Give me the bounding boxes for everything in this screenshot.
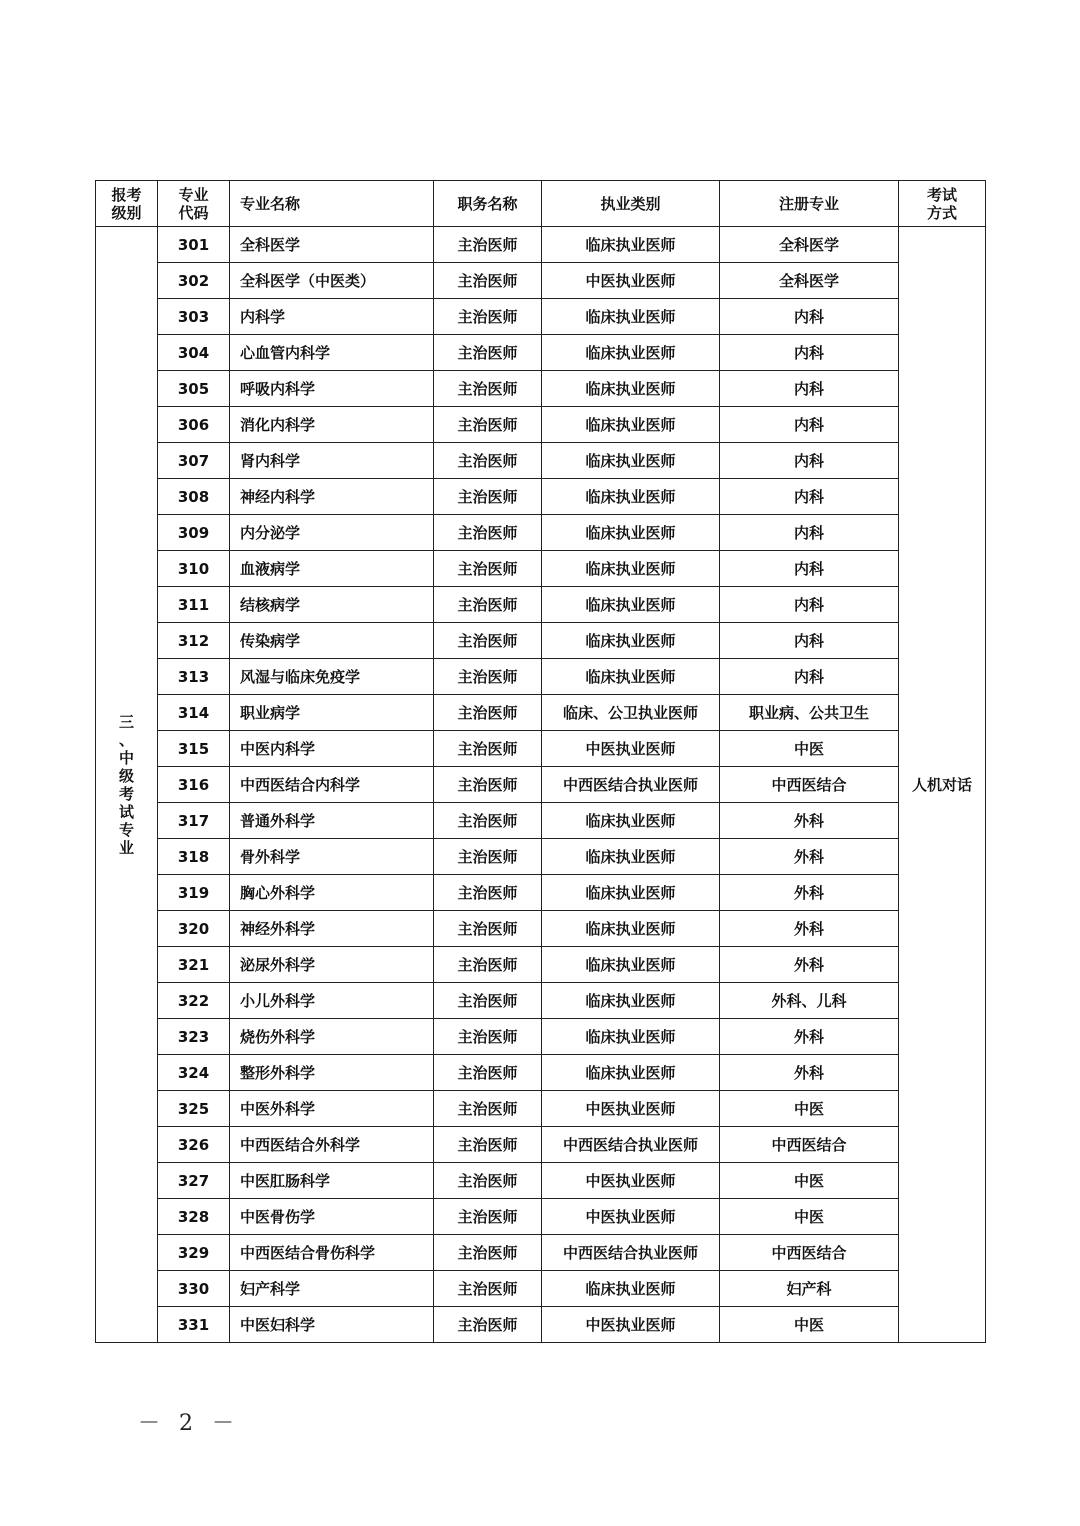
specialty-code: 326 xyxy=(158,1127,230,1163)
specialty-name: 风湿与临床免疫学 xyxy=(230,659,434,695)
registered-specialty: 内科 xyxy=(720,371,899,407)
specialty-name: 中医肛肠科学 xyxy=(230,1163,434,1199)
practice-category: 临床执业医师 xyxy=(542,227,720,263)
specialty-code: 321 xyxy=(158,947,230,983)
practice-category: 临床执业医师 xyxy=(542,551,720,587)
table-row xyxy=(96,515,986,551)
job-title: 主治医师 xyxy=(434,875,542,911)
job-title: 主治医师 xyxy=(434,911,542,947)
specialty-name: 骨外科学 xyxy=(230,839,434,875)
job-title: 主治医师 xyxy=(434,1307,542,1343)
registered-specialty: 全科医学 xyxy=(720,227,899,263)
registered-specialty: 外科 xyxy=(720,839,899,875)
specialty-name: 结核病学 xyxy=(230,587,434,623)
exam-level-char: 三 xyxy=(118,712,134,731)
registered-specialty: 内科 xyxy=(720,623,899,659)
header-title: 职务名称 xyxy=(434,181,542,227)
table-row xyxy=(96,731,986,767)
header-method: 考试 方式 xyxy=(899,181,986,227)
practice-category: 中医执业医师 xyxy=(542,1091,720,1127)
specialty-name: 血液病学 xyxy=(230,551,434,587)
registered-specialty: 外科 xyxy=(720,1055,899,1091)
specialty-code: 328 xyxy=(158,1199,230,1235)
job-title: 主治医师 xyxy=(434,731,542,767)
job-title: 主治医师 xyxy=(434,1271,542,1307)
table-row xyxy=(96,1091,986,1127)
specialty-name: 中医内科学 xyxy=(230,731,434,767)
table-row xyxy=(96,947,986,983)
specialty-name: 内科学 xyxy=(230,299,434,335)
job-title: 主治医师 xyxy=(434,623,542,659)
registered-specialty: 中医 xyxy=(720,731,899,767)
specialty-name: 传染病学 xyxy=(230,623,434,659)
specialty-name: 呼吸内科学 xyxy=(230,371,434,407)
practice-category: 中医执业医师 xyxy=(542,1307,720,1343)
specialty-code: 330 xyxy=(158,1271,230,1307)
table-row xyxy=(96,1235,986,1271)
registered-specialty: 中医 xyxy=(720,1091,899,1127)
table-row xyxy=(96,335,986,371)
specialty-name: 整形外科学 xyxy=(230,1055,434,1091)
table-row xyxy=(96,443,986,479)
specialty-name: 全科医学 xyxy=(230,227,434,263)
table-row xyxy=(96,479,986,515)
specialty-code: 304 xyxy=(158,335,230,371)
registered-specialty: 内科 xyxy=(720,551,899,587)
job-title: 主治医师 xyxy=(434,1055,542,1091)
table-row xyxy=(96,623,986,659)
table-row xyxy=(96,1163,986,1199)
exam-level-char: 试 xyxy=(118,802,134,821)
table-row xyxy=(96,911,986,947)
specialty-name: 中医妇科学 xyxy=(230,1307,434,1343)
job-title: 主治医师 xyxy=(434,587,542,623)
specialty-name: 职业病学 xyxy=(230,695,434,731)
registered-specialty: 全科医学 xyxy=(720,263,899,299)
specialty-name: 心血管内科学 xyxy=(230,335,434,371)
specialty-code: 312 xyxy=(158,623,230,659)
table-row xyxy=(96,839,986,875)
job-title: 主治医师 xyxy=(434,407,542,443)
practice-category: 临床执业医师 xyxy=(542,875,720,911)
table-row xyxy=(96,407,986,443)
registered-specialty: 中西医结合 xyxy=(720,767,899,803)
table-row xyxy=(96,767,986,803)
registered-specialty: 外科 xyxy=(720,1019,899,1055)
table-row xyxy=(96,1307,986,1343)
practice-category: 中医执业医师 xyxy=(542,1163,720,1199)
registered-specialty: 中医 xyxy=(720,1199,899,1235)
specialty-code: 311 xyxy=(158,587,230,623)
registered-specialty: 内科 xyxy=(720,443,899,479)
exam-level-char: 级 xyxy=(118,766,134,785)
specialty-code: 306 xyxy=(158,407,230,443)
specialty-code: 316 xyxy=(158,767,230,803)
practice-category: 临床执业医师 xyxy=(542,839,720,875)
header-code: 专业 代码 xyxy=(158,181,230,227)
specialty-code: 329 xyxy=(158,1235,230,1271)
specialty-code: 310 xyxy=(158,551,230,587)
specialty-name: 烧伤外科学 xyxy=(230,1019,434,1055)
specialty-code: 317 xyxy=(158,803,230,839)
specialty-name: 泌尿外科学 xyxy=(230,947,434,983)
practice-category: 临床执业医师 xyxy=(542,587,720,623)
job-title: 主治医师 xyxy=(434,767,542,803)
page-number: － 2 － xyxy=(138,1411,240,1436)
table-row xyxy=(96,875,986,911)
practice-category: 临床执业医师 xyxy=(542,515,720,551)
job-title: 主治医师 xyxy=(434,983,542,1019)
exam-specialty-table xyxy=(95,180,986,1343)
job-title: 主治医师 xyxy=(434,1127,542,1163)
registered-specialty: 内科 xyxy=(720,479,899,515)
registered-specialty: 中西医结合 xyxy=(720,1235,899,1271)
job-title: 主治医师 xyxy=(434,839,542,875)
registered-specialty: 职业病、公共卫生 xyxy=(720,695,899,731)
registered-specialty: 妇产科 xyxy=(720,1271,899,1307)
specialty-code: 301 xyxy=(158,227,230,263)
registered-specialty: 外科 xyxy=(720,803,899,839)
practice-category: 临床执业医师 xyxy=(542,335,720,371)
practice-category: 临床、公卫执业医师 xyxy=(542,695,720,731)
job-title: 主治医师 xyxy=(434,947,542,983)
job-title: 主治医师 xyxy=(434,1091,542,1127)
exam-level-char: 考 xyxy=(118,784,134,803)
table-row xyxy=(96,371,986,407)
job-title: 主治医师 xyxy=(434,479,542,515)
exam-level-char: 中 xyxy=(118,748,134,767)
specialty-name: 全科医学（中医类） xyxy=(230,263,434,299)
practice-category: 临床执业医师 xyxy=(542,299,720,335)
specialty-code: 331 xyxy=(158,1307,230,1343)
exam-level-char: 、 xyxy=(118,730,134,749)
practice-category: 临床执业医师 xyxy=(542,407,720,443)
specialty-name: 肾内科学 xyxy=(230,443,434,479)
job-title: 主治医师 xyxy=(434,551,542,587)
job-title: 主治医师 xyxy=(434,1235,542,1271)
specialty-name: 中西医结合骨伤科学 xyxy=(230,1235,434,1271)
job-title: 主治医师 xyxy=(434,263,542,299)
registered-specialty: 外科 xyxy=(720,947,899,983)
table-row xyxy=(96,587,986,623)
specialty-code: 308 xyxy=(158,479,230,515)
registered-specialty: 外科 xyxy=(720,911,899,947)
practice-category: 临床执业医师 xyxy=(542,623,720,659)
practice-category: 临床执业医师 xyxy=(542,983,720,1019)
specialty-code: 303 xyxy=(158,299,230,335)
specialty-name: 神经外科学 xyxy=(230,911,434,947)
table-row xyxy=(96,1127,986,1163)
practice-category: 中西医结合执业医师 xyxy=(542,1127,720,1163)
practice-category: 中西医结合执业医师 xyxy=(542,767,720,803)
job-title: 主治医师 xyxy=(434,335,542,371)
practice-category: 临床执业医师 xyxy=(542,443,720,479)
specialty-name: 内分泌学 xyxy=(230,515,434,551)
practice-category: 临床执业医师 xyxy=(542,1019,720,1055)
practice-category: 中医执业医师 xyxy=(542,1199,720,1235)
table-row xyxy=(96,263,986,299)
registered-specialty: 内科 xyxy=(720,659,899,695)
specialty-code: 305 xyxy=(158,371,230,407)
registered-specialty: 中医 xyxy=(720,1307,899,1343)
table-row xyxy=(96,983,986,1019)
table-row xyxy=(96,551,986,587)
specialty-code: 302 xyxy=(158,263,230,299)
job-title: 主治医师 xyxy=(434,443,542,479)
specialty-name: 中西医结合内科学 xyxy=(230,767,434,803)
table-row xyxy=(96,803,986,839)
registered-specialty: 内科 xyxy=(720,299,899,335)
table-row xyxy=(96,227,986,263)
exam-level-char: 专 xyxy=(118,820,134,839)
registered-specialty: 外科 xyxy=(720,875,899,911)
practice-category: 临床执业医师 xyxy=(542,947,720,983)
specialty-name: 中医外科学 xyxy=(230,1091,434,1127)
header-name: 专业名称 xyxy=(230,181,434,227)
practice-category: 临床执业医师 xyxy=(542,659,720,695)
specialty-code: 325 xyxy=(158,1091,230,1127)
practice-category: 中西医结合执业医师 xyxy=(542,1235,720,1271)
header-row xyxy=(96,181,986,227)
header-category: 执业类别 xyxy=(542,181,720,227)
registered-specialty: 内科 xyxy=(720,587,899,623)
exam-level-char: 业 xyxy=(118,838,134,857)
header-level: 报考 级别 xyxy=(96,181,158,227)
practice-category: 临床执业医师 xyxy=(542,803,720,839)
specialty-name: 小儿外科学 xyxy=(230,983,434,1019)
practice-category: 临床执业医师 xyxy=(542,371,720,407)
table-row xyxy=(96,1271,986,1307)
table-row xyxy=(96,1055,986,1091)
table-row xyxy=(96,695,986,731)
header-registration: 注册专业 xyxy=(720,181,899,227)
practice-category: 临床执业医师 xyxy=(542,1055,720,1091)
exam-level-cell xyxy=(96,227,158,1343)
specialty-code: 313 xyxy=(158,659,230,695)
job-title: 主治医师 xyxy=(434,1019,542,1055)
table-row xyxy=(96,299,986,335)
job-title: 主治医师 xyxy=(434,803,542,839)
specialty-name: 消化内科学 xyxy=(230,407,434,443)
registered-specialty: 内科 xyxy=(720,335,899,371)
job-title: 主治医师 xyxy=(434,227,542,263)
practice-category: 临床执业医师 xyxy=(542,911,720,947)
specialty-name: 妇产科学 xyxy=(230,1271,434,1307)
job-title: 主治医师 xyxy=(434,1199,542,1235)
practice-category: 中医执业医师 xyxy=(542,263,720,299)
registered-specialty: 内科 xyxy=(720,407,899,443)
job-title: 主治医师 xyxy=(434,695,542,731)
specialty-code: 322 xyxy=(158,983,230,1019)
specialty-name: 中西医结合外科学 xyxy=(230,1127,434,1163)
specialty-name: 中医骨伤学 xyxy=(230,1199,434,1235)
practice-category: 临床执业医师 xyxy=(542,1271,720,1307)
specialty-code: 320 xyxy=(158,911,230,947)
specialty-name: 神经内科学 xyxy=(230,479,434,515)
practice-category: 中医执业医师 xyxy=(542,731,720,767)
specialty-code: 318 xyxy=(158,839,230,875)
job-title: 主治医师 xyxy=(434,659,542,695)
job-title: 主治医师 xyxy=(434,1163,542,1199)
specialty-code: 324 xyxy=(158,1055,230,1091)
registered-specialty: 中西医结合 xyxy=(720,1127,899,1163)
specialty-name: 普通外科学 xyxy=(230,803,434,839)
table-row xyxy=(96,1019,986,1055)
specialty-code: 314 xyxy=(158,695,230,731)
practice-category: 临床执业医师 xyxy=(542,479,720,515)
specialty-code: 319 xyxy=(158,875,230,911)
exam-method-cell: 人机对话 xyxy=(899,227,986,1343)
registered-specialty: 内科 xyxy=(720,515,899,551)
job-title: 主治医师 xyxy=(434,371,542,407)
specialty-code: 327 xyxy=(158,1163,230,1199)
specialty-code: 307 xyxy=(158,443,230,479)
table-row xyxy=(96,1199,986,1235)
job-title: 主治医师 xyxy=(434,299,542,335)
table-row xyxy=(96,659,986,695)
job-title: 主治医师 xyxy=(434,515,542,551)
specialty-code: 323 xyxy=(158,1019,230,1055)
specialty-code: 309 xyxy=(158,515,230,551)
specialty-code: 315 xyxy=(158,731,230,767)
specialty-name: 胸心外科学 xyxy=(230,875,434,911)
registered-specialty: 外科、儿科 xyxy=(720,983,899,1019)
registered-specialty: 中医 xyxy=(720,1163,899,1199)
